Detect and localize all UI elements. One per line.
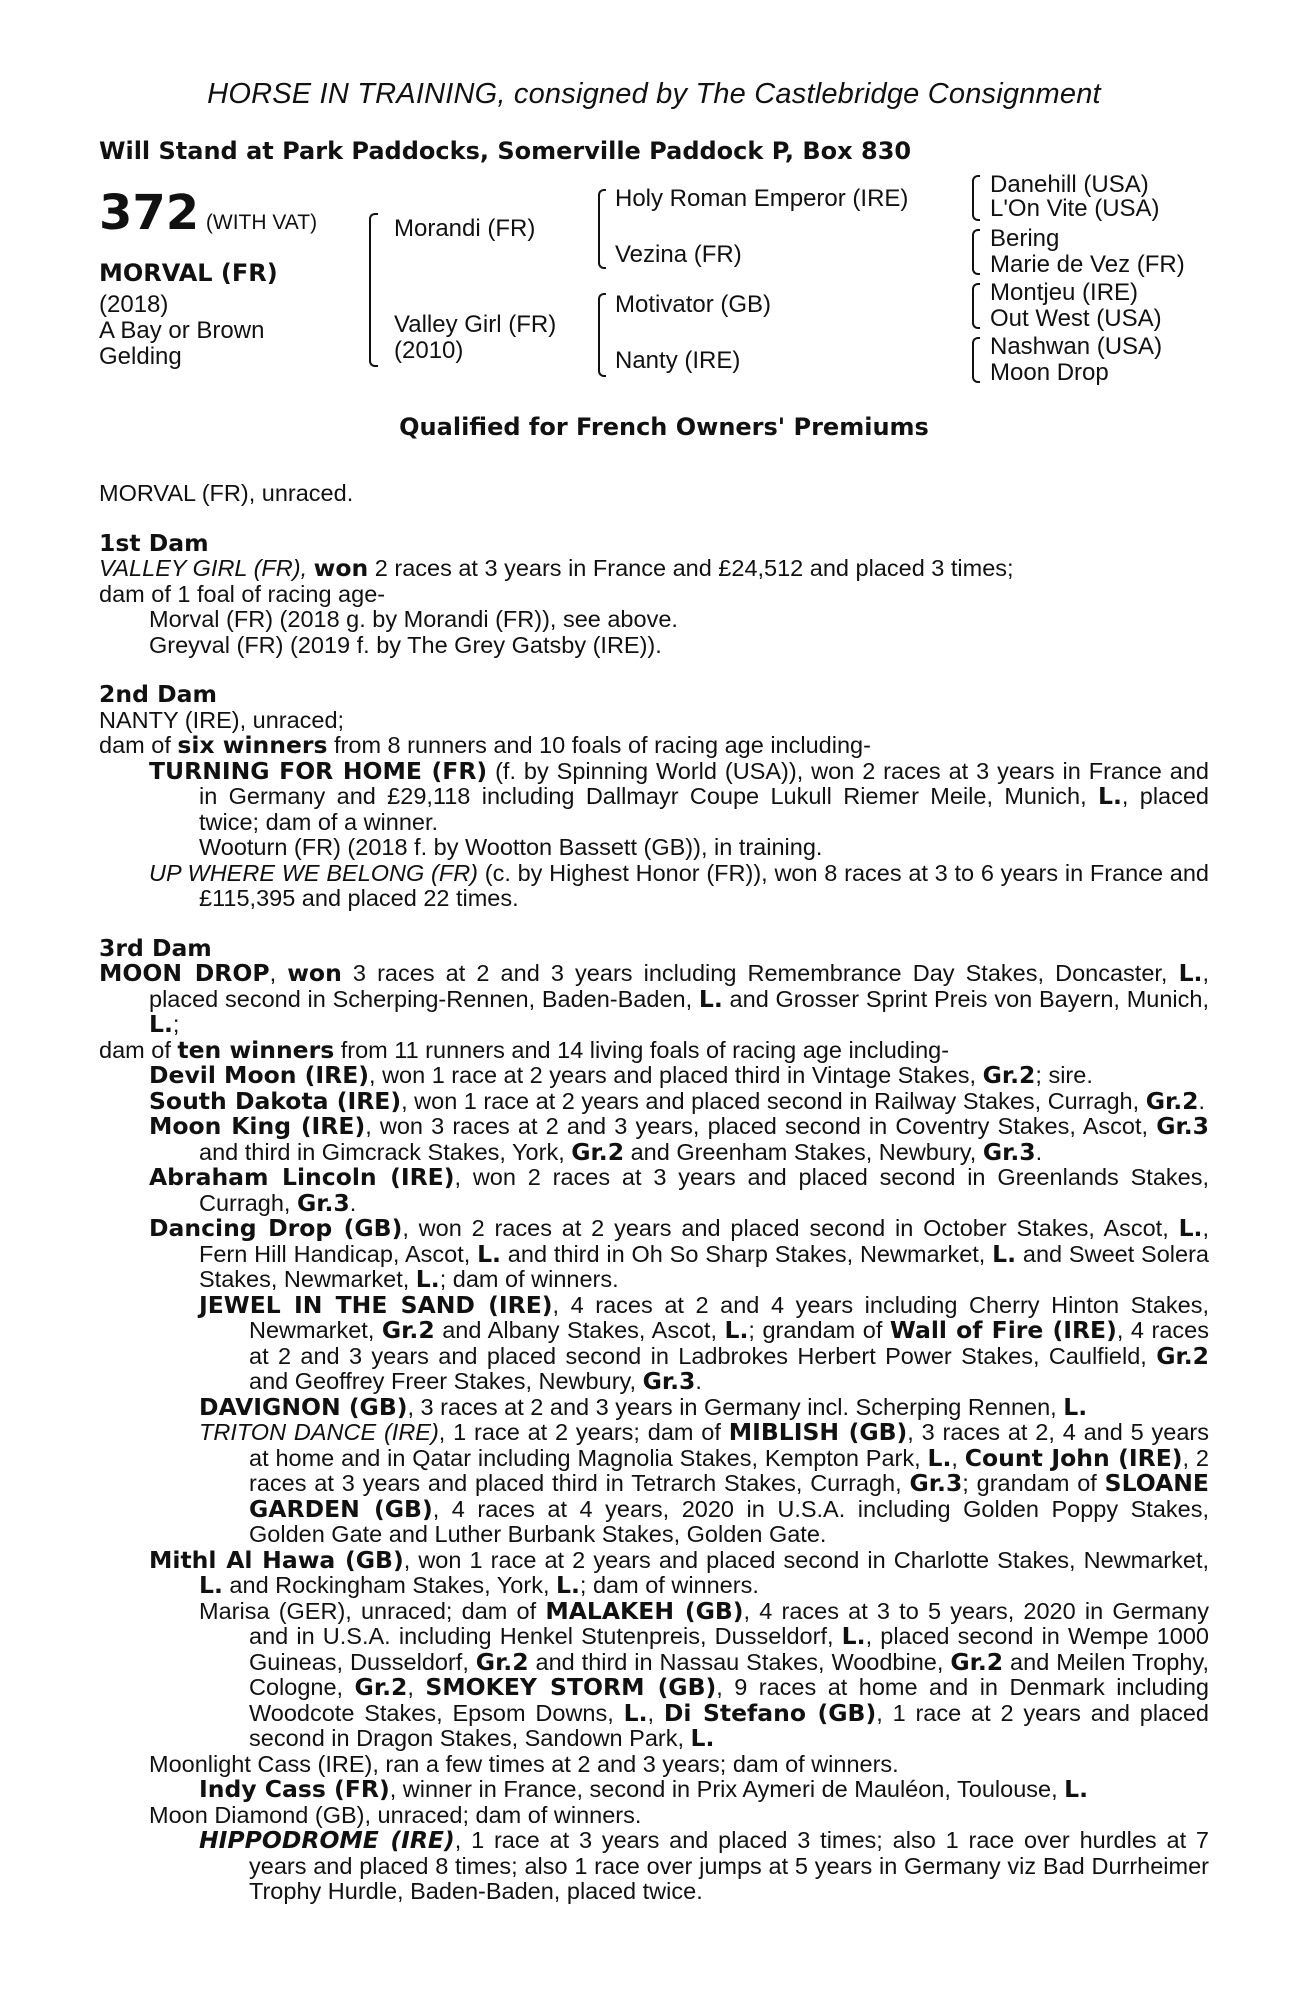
vat-note: (WITH VAT) — [205, 211, 318, 234]
grandproduce-entry: Indy Cass (FR), winner in France, second in Prix Aymeri de Mauléon, Toulouse, L. — [199, 1775, 1089, 1803]
pedigree-ds-sire: Montjeu (IRE) — [990, 279, 1139, 306]
lot-heading — [99, 185, 317, 241]
grandproduce-entry: TRITON DANCE (IRE), 1 race at 2 years; dam of MIBLISH (GB), 3 races at 2, 4 and 5 years at home and in Qatar including Magnolia Stakes, Kempton Park, L., Count John (IRE), 2 races at 3 years and placed third in Tetrarch Stakes, Curragh, Gr.3; grandam of SLOANE GARDEN (GB), 4 races at 4 years, 2020 in U.S.A. including Golden Poppy Stakes, Golden Gate and Luther Burbank Stakes, Golden Gate. — [199, 1418, 1210, 1547]
pedigree-sd-dam: Marie de Vez (FR) — [990, 251, 1185, 278]
produce-entry: South Dakota (IRE), won 1 race at 2 years and placed second in Railway Stakes, Curragh, Gr.2. — [149, 1086, 1206, 1115]
intro-line: MORVAL (FR), unraced. — [99, 480, 354, 506]
pedigree-brace — [598, 189, 606, 269]
pedigree-dam-dam: Nanty (IRE) — [615, 347, 741, 374]
foal-entry: Morval (FR) (2018 g. by Morandi (FR)), see above. — [149, 606, 678, 632]
pedigree-ss-sire: Danehill (USA) — [990, 171, 1149, 198]
produce-entry: UP WHERE WE BELONG (FR) (c. by Highest Honor (FR)), won 8 races at 3 to 6 years in France and £115,395 and placed 22 times. — [149, 859, 1209, 911]
grandproduce-entry: HIPPODROME (IRE), 1 race at 3 years and placed 3 times; also 1 race over hurdles at 7 years and placed 8 times; also 1 race over jumps at 5 years in Germany viz Bad Durrheimer Trophy Hurdle, Baden-Baden, placed twice. — [199, 1826, 1209, 1904]
pedigree-brace — [369, 213, 378, 367]
second-dam-record: NANTY (IRE), unraced; — [99, 706, 345, 733]
first-dam-section — [99, 528, 1209, 659]
pedigree-sire: Morandi (FR) — [394, 215, 536, 242]
pedigree-ss-dam: L'On Vite (USA) — [990, 195, 1160, 222]
third-dam-produce: dam of ten winners from 11 runners and 14 living foals of racing age including- — [99, 1035, 950, 1064]
grandproduce-entry: DAVIGNON (GB), 3 races at 2 and 3 years in Germany incl. Scherping Rennen, L. — [199, 1392, 1088, 1421]
section-heading: 2nd Dam — [99, 680, 217, 708]
horse-colour: A Bay or Brown — [99, 317, 265, 344]
page-header: HORSE IN TRAINING, consigned by The Castlebridge Consignment — [207, 78, 1101, 110]
produce-entry: Abraham Lincoln (IRE), won 2 races at 3 years and placed second in Greenlands Stakes, Curragh, Gr.3. — [149, 1163, 1209, 1217]
pedigree-brace — [972, 283, 980, 329]
pedigree-sire-dam: Vezina (FR) — [615, 241, 742, 268]
horse-year: (2018) — [99, 291, 169, 318]
pedigree-brace — [972, 337, 980, 383]
produce-record — [99, 481, 1209, 1905]
pedigree-sire-sire: Holy Roman Emperor (IRE) — [615, 185, 909, 212]
grandproduce-entry: JEWEL IN THE SAND (IRE), 4 races at 2 and 4 years including Cherry Hinton Stakes, Newmarket, Gr.2 and Albany Stakes, Ascot, L.; grandam of Wall of Fire (IRE), 4 races at 2 and 3 years and placed second in Ladbrokes Herbert Power Stakes, Caulfield, Gr.2 and Geoffrey Freer Stakes, Newbury, Gr.3. — [199, 1290, 1209, 1395]
first-dam-record: VALLEY GIRL (FR), won 2 races at 3 years in France and £24,512 and placed 3 times; — [99, 554, 1014, 582]
pedigree-dam-year: (2010) — [394, 337, 464, 364]
produce-entry: Mithl Al Hawa (GB), won 1 race at 2 years and placed second in Charlotte Stakes, Newmarket, L. and Rockingham Stakes, York, L.; dam of winners. — [149, 1545, 1209, 1599]
foal-entry: Wooturn (FR) (2018 f. by Wootton Bassett (GB)), in training. — [199, 834, 823, 860]
stand-location: Will Stand at Park Paddocks, Somerville Paddock P, Box 830 — [99, 137, 912, 165]
catalogue-page — [99, 78, 1209, 1905]
produce-entry: Devil Moon (IRE), won 1 race at 2 years and placed third in Vintage Stakes, Gr.2; sire. — [149, 1061, 1093, 1089]
pedigree-dd-dam: Moon Drop — [990, 359, 1109, 386]
produce-entry: Moon King (IRE), won 3 races at 2 and 3 years, placed second in Coventry Stakes, Ascot, Gr.3 and third in Gimcrack Stakes, York, Gr.2 and Greenham Stakes, Newbury, Gr.3. — [149, 1112, 1209, 1166]
produce-entry: Moonlight Cass (IRE), ran a few times at 2 and 3 years; dam of winners. — [149, 1750, 899, 1777]
lot-number: 372 — [99, 185, 200, 241]
produce-entry: Dancing Drop (GB), won 2 races at 2 years and placed second in October Stakes, Ascot, L., Fern Hill Handicap, Ascot, L. and third in Oh So Sharp Stakes, Newmarket, L. and Sweet Solera Stakes, Newmarket, L.; dam of winners. — [149, 1214, 1209, 1293]
pedigree-sd-sire: Bering — [990, 225, 1060, 252]
pedigree-brace — [972, 229, 980, 275]
pedigree-brace — [598, 293, 606, 377]
third-dam-section — [99, 933, 1210, 1905]
pedigree-table — [99, 171, 1209, 407]
second-dam-section — [99, 682, 1209, 912]
pedigree-dam-sire: Motivator (GB) — [615, 291, 772, 318]
section-heading: 3rd Dam — [99, 933, 212, 962]
pedigree-dam: Valley Girl (FR) — [394, 311, 557, 338]
produce-entry: Moon Diamond (GB), unraced; dam of winners. — [149, 1801, 642, 1828]
section-heading: 1st Dam — [99, 528, 209, 557]
horse-name: MORVAL (FR) — [99, 259, 278, 287]
pedigree-ds-dam: Out West (USA) — [990, 305, 1162, 332]
pedigree-brace — [972, 175, 980, 221]
second-dam-produce: dam of six winners from 8 runners and 10 foals of racing age including- — [99, 731, 871, 759]
grandproduce-entry: Marisa (GER), unraced; dam of MALAKEH (GB), 4 races at 3 to 5 years, 2020 in Germany and in U.S.A. including Henkel Stutenpreis, Dusseldorf, L., placed second in Wempe 1000 Guineas, Dusseldorf, Gr.2 and third in Nassau Stakes, Woodbine, Gr.2 and Meilen Trophy, Cologne, Gr.2, SMOKEY STORM (GB), 9 races at home and in Denmark including Woodcote Stakes, Epsom Downs, L., Di Stefano (GB), 1 race at 2 years and placed second in Dragon Stakes, Sandown Park, L. — [199, 1596, 1210, 1752]
third-dam-record: MOON DROP, won 3 races at 2 and 3 years including Remembrance Day Stakes, Doncaster, L., placed second in Scherping-Rennen, Baden-Baden, L. and Grosser Sprint Preis von Bayern, Munich, L.; — [99, 959, 1210, 1038]
horse-sex: Gelding — [99, 343, 182, 370]
produce-entry: TURNING FOR HOME (FR) (f. by Spinning World (USA)), won 2 races at 3 years in France and in Germany and £29,118 including Dallmayr Coupe Lukull Riemer Meile, Munich, L., placed twice; dam of a winner. — [149, 756, 1209, 835]
first-dam-produce: dam of 1 foal of racing age- — [99, 580, 386, 607]
foal-entry: Greyval (FR) (2019 f. by The Grey Gatsby (IRE)). — [149, 631, 662, 658]
pedigree-dd-sire: Nashwan (USA) — [990, 333, 1163, 360]
premium-note: Qualified for French Owners' Premiums — [399, 413, 929, 441]
